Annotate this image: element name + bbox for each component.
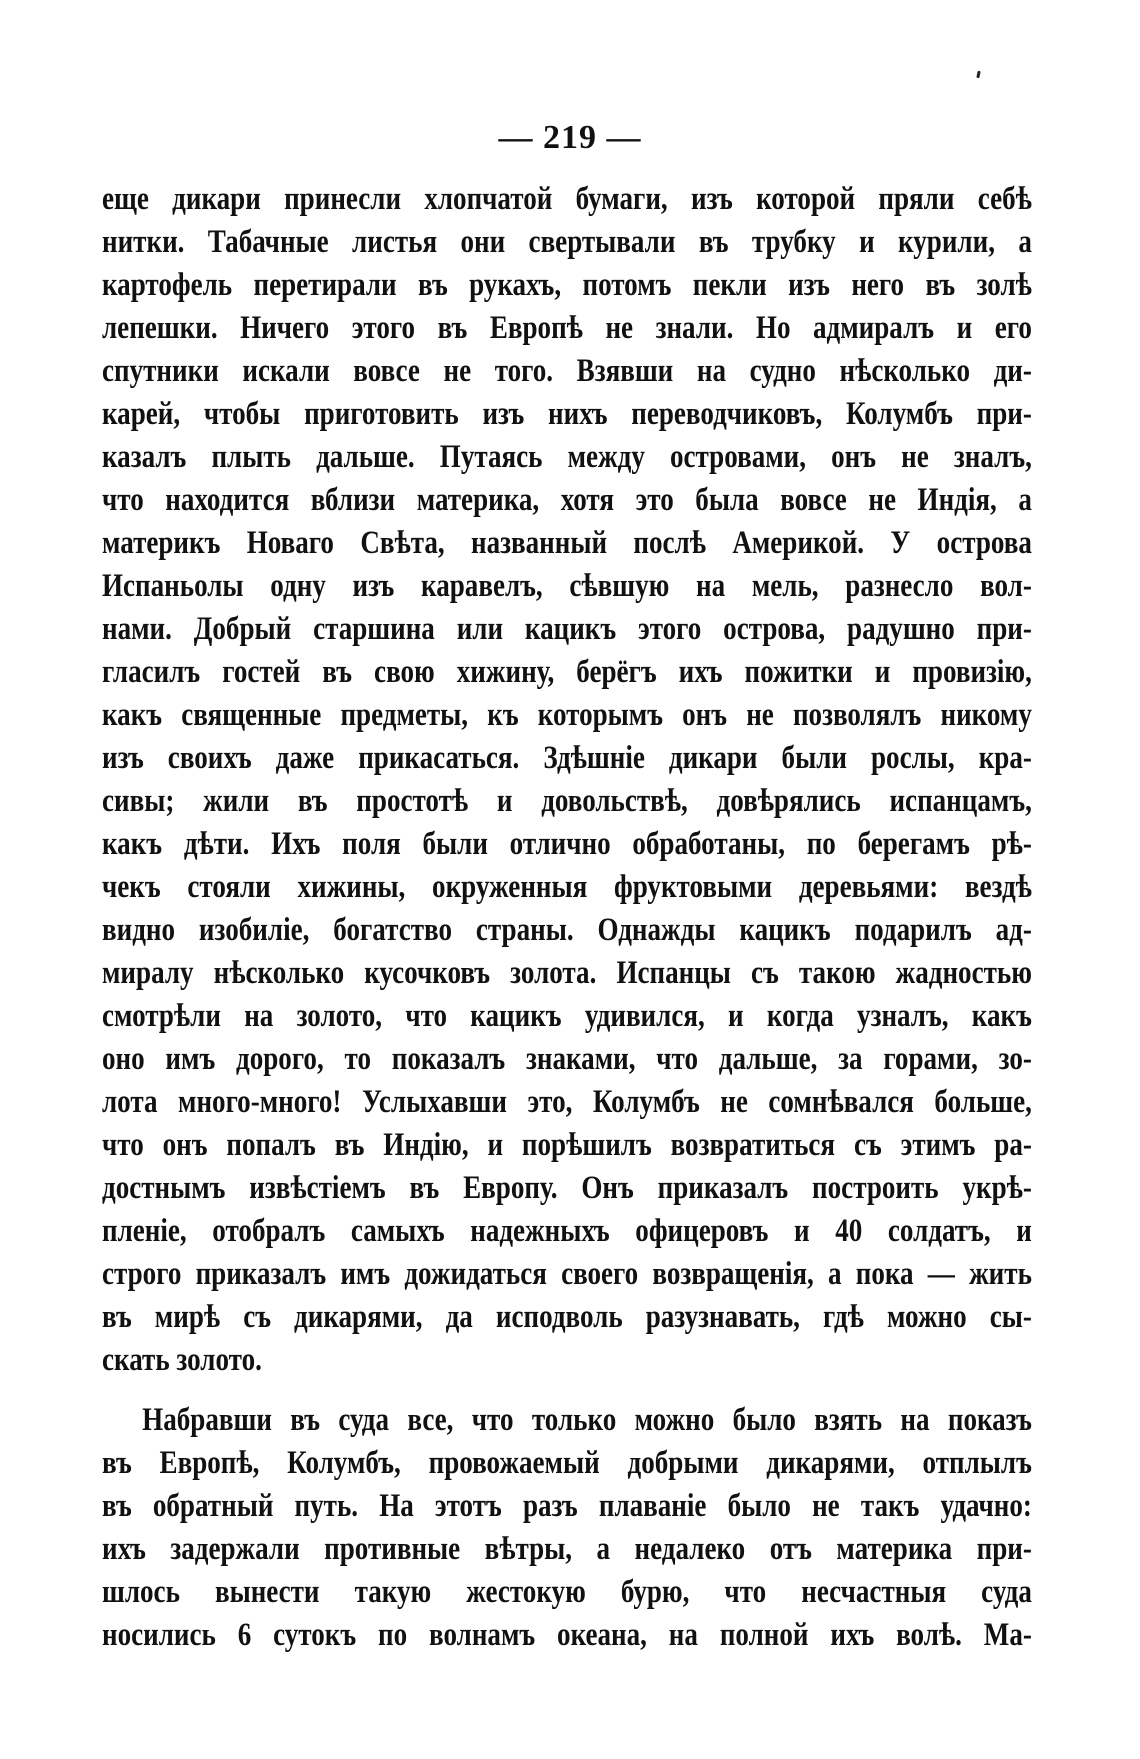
text-line: гласилъ гостей въ свою хижину, берёгъ ихъ пожитки и провизію, bbox=[102, 654, 1032, 690]
text-line: строго приказалъ имъ дожидаться своего возвращенія, а пока — жить bbox=[102, 1256, 1032, 1292]
text-line: въ Европѣ, Колумбъ, провожаемый добрыми дикарями, отплылъ bbox=[102, 1445, 1032, 1481]
paragraph-1 bbox=[102, 178, 1032, 1382]
text-line: спутники искали вовсе не того. Взявши на судно нѣсколько ди- bbox=[102, 353, 1032, 389]
page-number: — 219 — bbox=[498, 119, 642, 156]
text-line: сивы; жили въ простотѣ и довольствѣ, довѣрялись испанцамъ, bbox=[102, 783, 1032, 819]
text-line: оно имъ дорого, то показалъ знаками, что дальше, за горами, зо- bbox=[102, 1041, 1032, 1077]
text-line: какъ дѣти. Ихъ поля были отлично обработаны, по берегамъ рѣ- bbox=[102, 826, 1032, 862]
text-line: казалъ плыть дальше. Путаясь между островами, онъ не зналъ, bbox=[102, 439, 1032, 475]
text-line: картофель перетирали въ рукахъ, потомъ пекли изъ него въ золѣ bbox=[102, 267, 1032, 303]
text-line: носились 6 сутокъ по волнамъ океана, на полной ихъ волѣ. Ма- bbox=[102, 1617, 1032, 1653]
text-line: лепешки. Ничего этого въ Европѣ не знали. Но адмиралъ и его bbox=[102, 310, 1032, 346]
text-line: шлось вынести такую жестокую бурю, что несчастныя суда bbox=[102, 1574, 1032, 1610]
ink-speck bbox=[976, 71, 980, 78]
text-line: изъ своихъ даже прикасаться. Здѣшніе дикари были рослы, кра- bbox=[102, 740, 1032, 776]
text-line: миралу нѣсколько кусочковъ золота. Испанцы съ такою жадностью bbox=[102, 955, 1032, 991]
text-line: карей, чтобы приготовить изъ нихъ переводчиковъ, Колумбъ при- bbox=[102, 396, 1032, 432]
text-line: лота много-много! Услыхавши это, Колумбъ не сомнѣвался больше, bbox=[102, 1084, 1032, 1120]
text-line: материкъ Новаго Свѣта, названный послѣ Америкой. У острова bbox=[102, 525, 1032, 561]
paragraph-2 bbox=[102, 1399, 1032, 1657]
text-line: Набравши въ суда все, что только можно было взять на показъ bbox=[142, 1402, 1032, 1438]
text-line: еще дикари принесли хлопчатой бумаги, изъ которой пряли себѣ bbox=[102, 181, 1032, 217]
text-line: нами. Добрый старшина или кацикъ этого острова, радушно при- bbox=[102, 611, 1032, 647]
text-line: скать золото. bbox=[102, 1342, 262, 1378]
text-line: въ мирѣ съ дикарями, да исподволь разузнавать, гдѣ можно сы- bbox=[102, 1299, 1032, 1335]
text-line: достнымъ извѣстіемъ въ Европу. Онъ приказалъ построить укрѣ- bbox=[102, 1170, 1032, 1206]
text-line: что находится вблизи материка, хотя это была вовсе не Индія, а bbox=[102, 482, 1032, 518]
text-line: какъ священные предметы, къ которымъ онъ не позволялъ никому bbox=[102, 697, 1032, 733]
text-line: смотрѣли на золото, что кацикъ удивился, и когда узналъ, какъ bbox=[102, 998, 1032, 1034]
text-line: ихъ задержали противные вѣтры, а недалеко отъ материка при- bbox=[102, 1531, 1032, 1567]
text-line: пленіе, отобралъ самыхъ надежныхъ офицеровъ и 40 солдатъ, и bbox=[102, 1213, 1032, 1249]
text-line: нитки. Табачные листья они свертывали въ трубку и курили, а bbox=[102, 224, 1032, 260]
body-text bbox=[102, 178, 1032, 1657]
text-line: чекъ стояли хижины, окруженныя фруктовыми деревьями: вездѣ bbox=[102, 869, 1032, 905]
text-line: Испаньолы одну изъ каравелъ, сѣвшую на мель, разнесло вол- bbox=[102, 568, 1032, 604]
paragraph-gap bbox=[102, 1382, 1032, 1399]
text-line: видно изобиліе, богатство страны. Однажды кацикъ подарилъ ад- bbox=[102, 912, 1032, 948]
text-line: въ обратный путь. На этотъ разъ плаваніе было не такъ удачно: bbox=[102, 1488, 1032, 1524]
text-line: что онъ попалъ въ Индію, и порѣшилъ возвратиться съ этимъ ра- bbox=[102, 1127, 1032, 1163]
